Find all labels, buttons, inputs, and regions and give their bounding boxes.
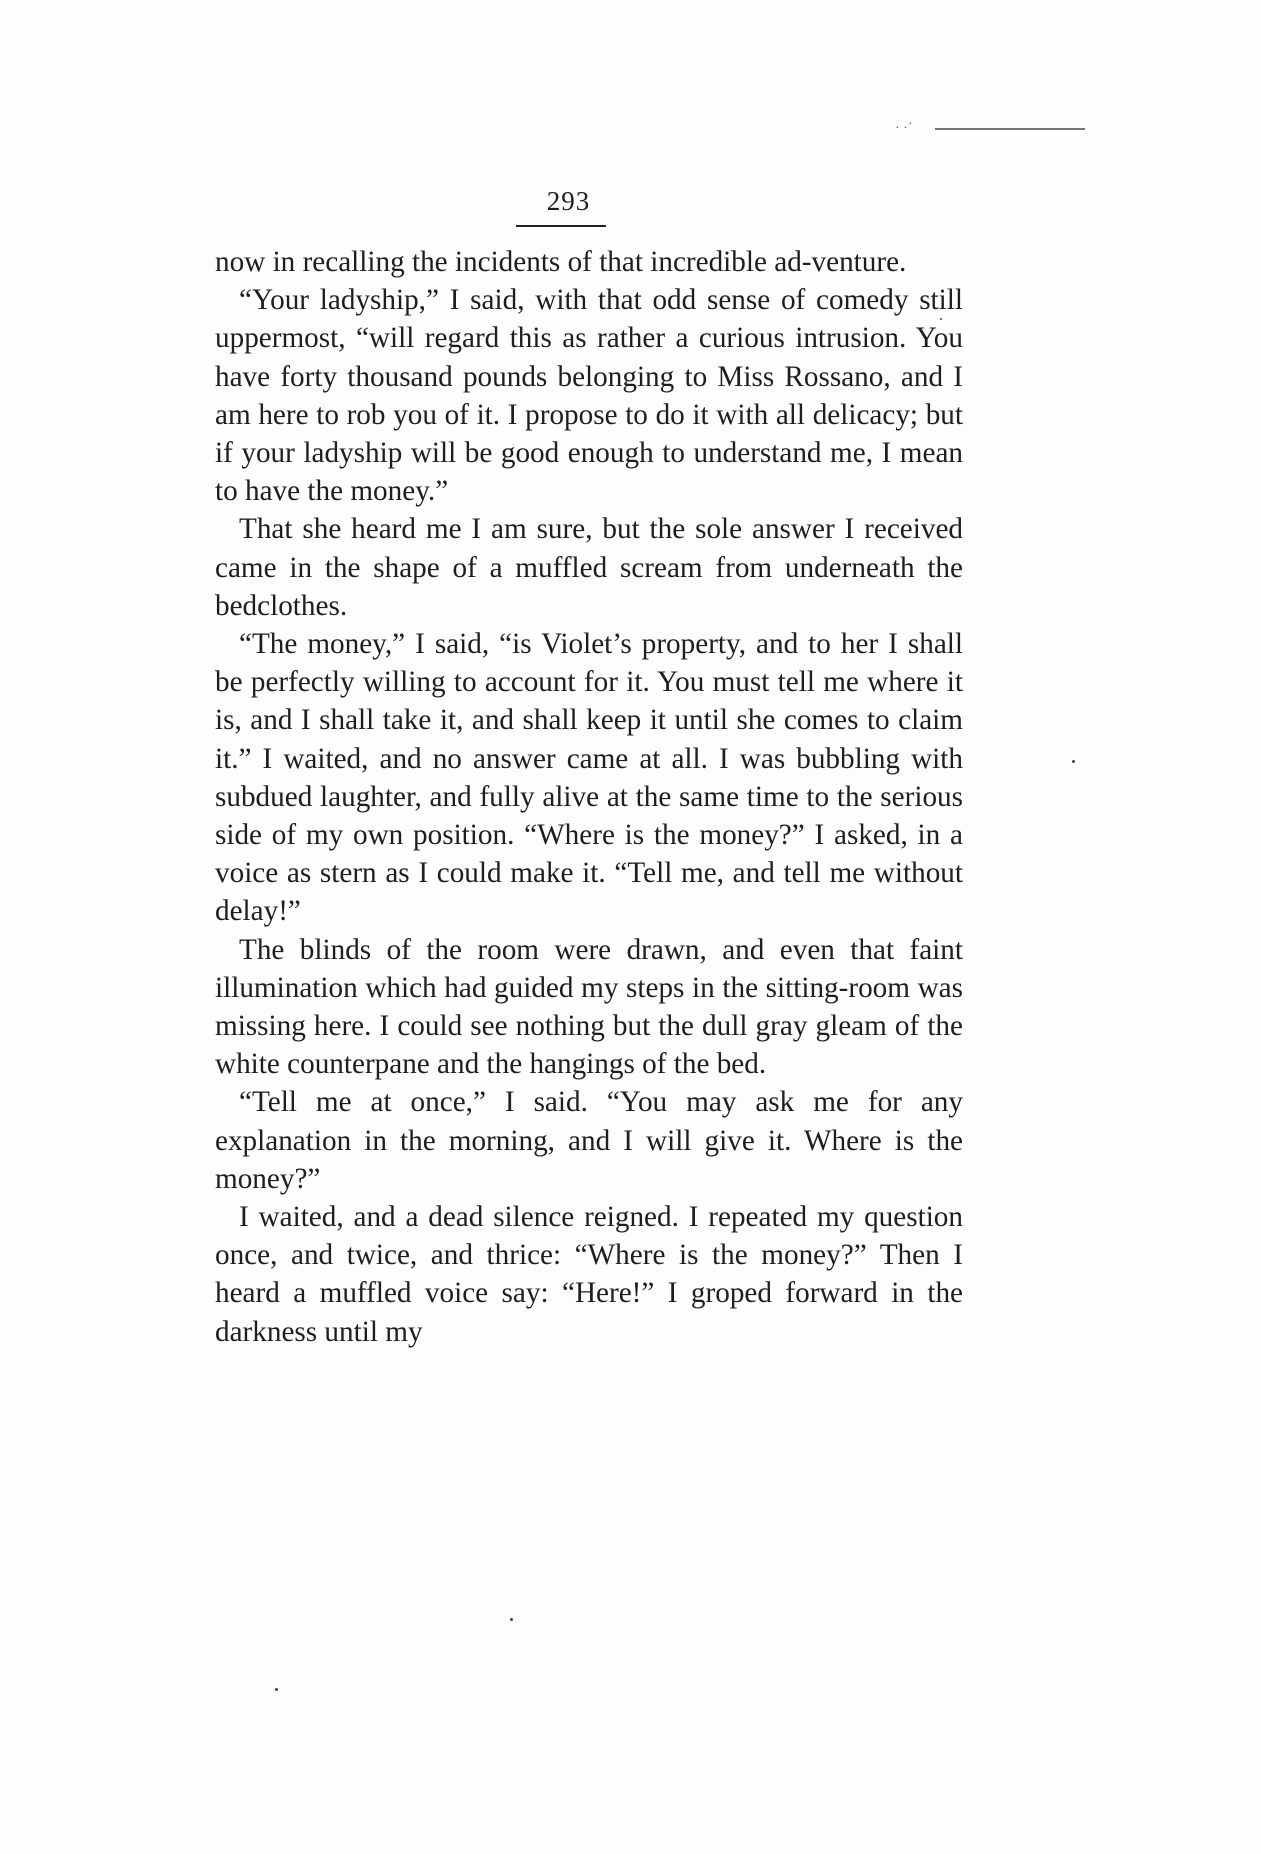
- scan-speck: [510, 1618, 513, 1621]
- page-number: 293: [546, 186, 591, 216]
- scan-specks: · ·´: [895, 121, 913, 136]
- scan-mark: [935, 128, 1085, 130]
- paragraph-2: “Your ladyship,” I said, with that odd sense of comedy still uppermost, “will regard this as rather a curious intrusion. You have forty thousand pounds belonging to Miss Rossano, and I am here to rob you of it. I propose to do it with all delicacy; but if your ladyship will be good enough to understand me, I mean to have the money.”: [215, 284, 963, 508]
- scan-speck: [940, 318, 942, 320]
- paragraph-7: I waited, and a dead silence reigned. I repeated my question once, and twice, and thrice: “Where is the money?” Then I heard a muffled voice say: “Here!” I groped forward in the darkness until my: [215, 1201, 963, 1348]
- paragraph-4: “The money,” I said, “is Violet’s property, and to her I shall be perfectly willing to account for it. You must tell me where it is, and I shall take it, and shall keep it until she comes to claim it.” I waited, and no answer came at all. I was bubbling with subdued laughter, and fully alive at the same time to the serious side of my own position. “Where is the money?” I asked, in a voice as stern as I could make it. “Tell me, and tell me without delay!”: [215, 628, 963, 928]
- scan-speck: [1072, 760, 1075, 763]
- paragraph-1: now in recalling the incidents of that incredible ad-venture.: [215, 246, 907, 278]
- body-text: [215, 243, 963, 1351]
- paragraph-6: “Tell me at once,” I said. “You may ask me for any explanation in the morning, and I will give it. Where is the money?”: [215, 1086, 963, 1195]
- scan-speck: [275, 1688, 278, 1691]
- paragraph-5: The blinds of the room were drawn, and even that faint illumination which had guided my steps in the sitting-room was missing here. I could see nothing but the dull gray gleam of the white counterpane and the hangings of the bed.: [215, 933, 963, 1081]
- paragraph-3: That she heard me I am sure, but the sole answer I received came in the shape of a muffled scream from underneath the bedclothes.: [215, 513, 963, 622]
- page-number-rule: [516, 225, 606, 227]
